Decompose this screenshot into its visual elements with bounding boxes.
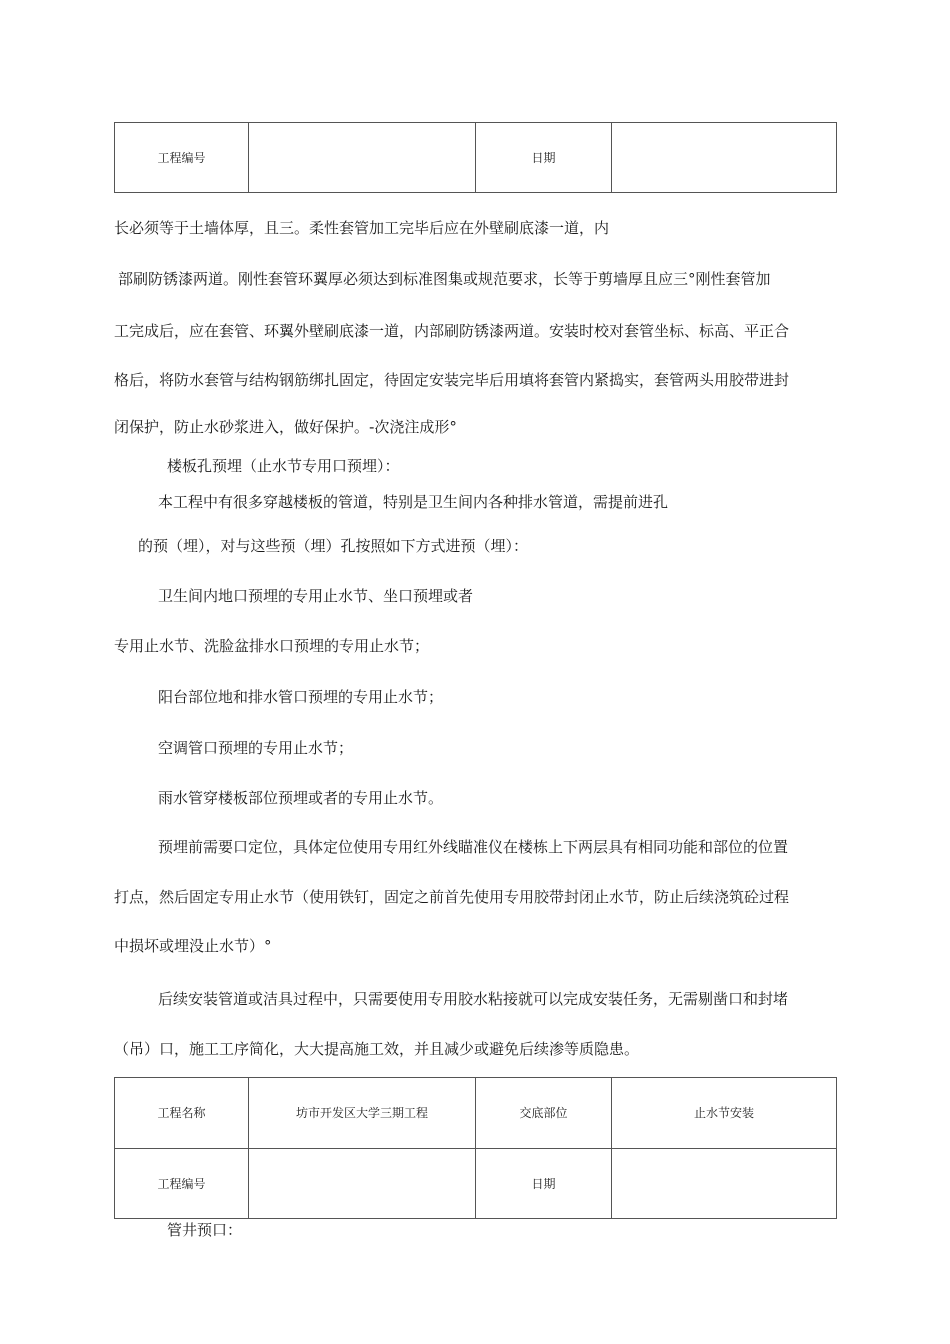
date-value [612,1149,837,1219]
paragraph-line: 中损坏或埋没止水节）° [114,937,272,955]
date-label: 日期 [476,123,612,193]
paragraph-line: 后续安装管道或洁具过程中，只需要使用专用胶水粘接就可以完成安装任务，无需剔凿口和封堵 [158,990,789,1008]
paragraph-line: 的预（埋），对与这些预（埋）孔按照如下方式进预（埋）： [138,537,529,555]
project-number-value [249,1149,476,1219]
date-value [612,123,837,193]
paragraph-line: （吊）口，施工工序简化，大大提高施工效，并且减少或避免后续渗等质隐患。 [114,1040,640,1058]
footer-heading: 管井预口： [167,1221,243,1239]
section-heading: 楼板孔预埋（止水节专用口预埋）： [167,457,400,475]
footer-info-table [114,1077,837,1219]
location-value: 止水节安装 [612,1078,837,1149]
list-item: 雨水管穿楼板部位预埋或者的专用止水节。 [158,789,444,807]
list-item: 空调管口预埋的专用止水节； [158,739,354,757]
project-name-value: 坊市开发区大学三期工程 [249,1078,476,1149]
project-name-label: 工程名称 [115,1078,249,1149]
project-number-label: 工程编号 [115,1149,249,1219]
date-label: 日期 [476,1149,612,1219]
paragraph-line: 预埋前需要口定位，具体定位使用专用红外线瞄准仪在楼栋上下两层具有相同功能和部位的位置 [158,838,789,856]
paragraph-line: 打点，然后固定专用止水节（使用铁钉，固定之前首先使用专用胶带封闭止水节，防止后续浇筑砼过程 [114,888,790,906]
paragraph-line: 闭保护，防止水砂浆进入，做好保护。-次浇注成形° [114,418,457,436]
paragraph-line: 长必须等于土墙体厚，且三。柔性套管加工完毕后应在外壁刷底漆一道，内 [114,219,610,237]
list-item: 卫生间内地口预埋的专用止水节、坐口预埋或者 [158,587,474,605]
header-info-table [114,122,837,193]
list-item: 阳台部位地和排水管口预埋的专用止水节； [158,688,444,706]
paragraph-line: 格后，将防水套管与结构钢筋绑扎固定，待固定安装完毕后用填将套管内紧捣实，套管两头用胶带进封 [114,371,790,389]
paragraph-line: 部刷防锈漆两道。刚性套管环翼厚必须达到标准图集或规范要求，长等于剪墙厚且应三°刚性套管加 [118,270,771,288]
list-item: 专用止水节、洗脸盆排水口预埋的专用止水节； [114,637,430,655]
project-number-label: 工程编号 [115,123,249,193]
paragraph-line: 本工程中有很多穿越楼板的管道，特别是卫生间内各种排水管道，需提前进孔 [158,493,669,511]
paragraph-line: 工完成后，应在套管、环翼外壁刷底漆一道，内部刷防锈漆两道。安装时校对套管坐标、标高、平正合 [114,322,790,340]
project-number-value [249,123,476,193]
location-label: 交底部位 [476,1078,612,1149]
